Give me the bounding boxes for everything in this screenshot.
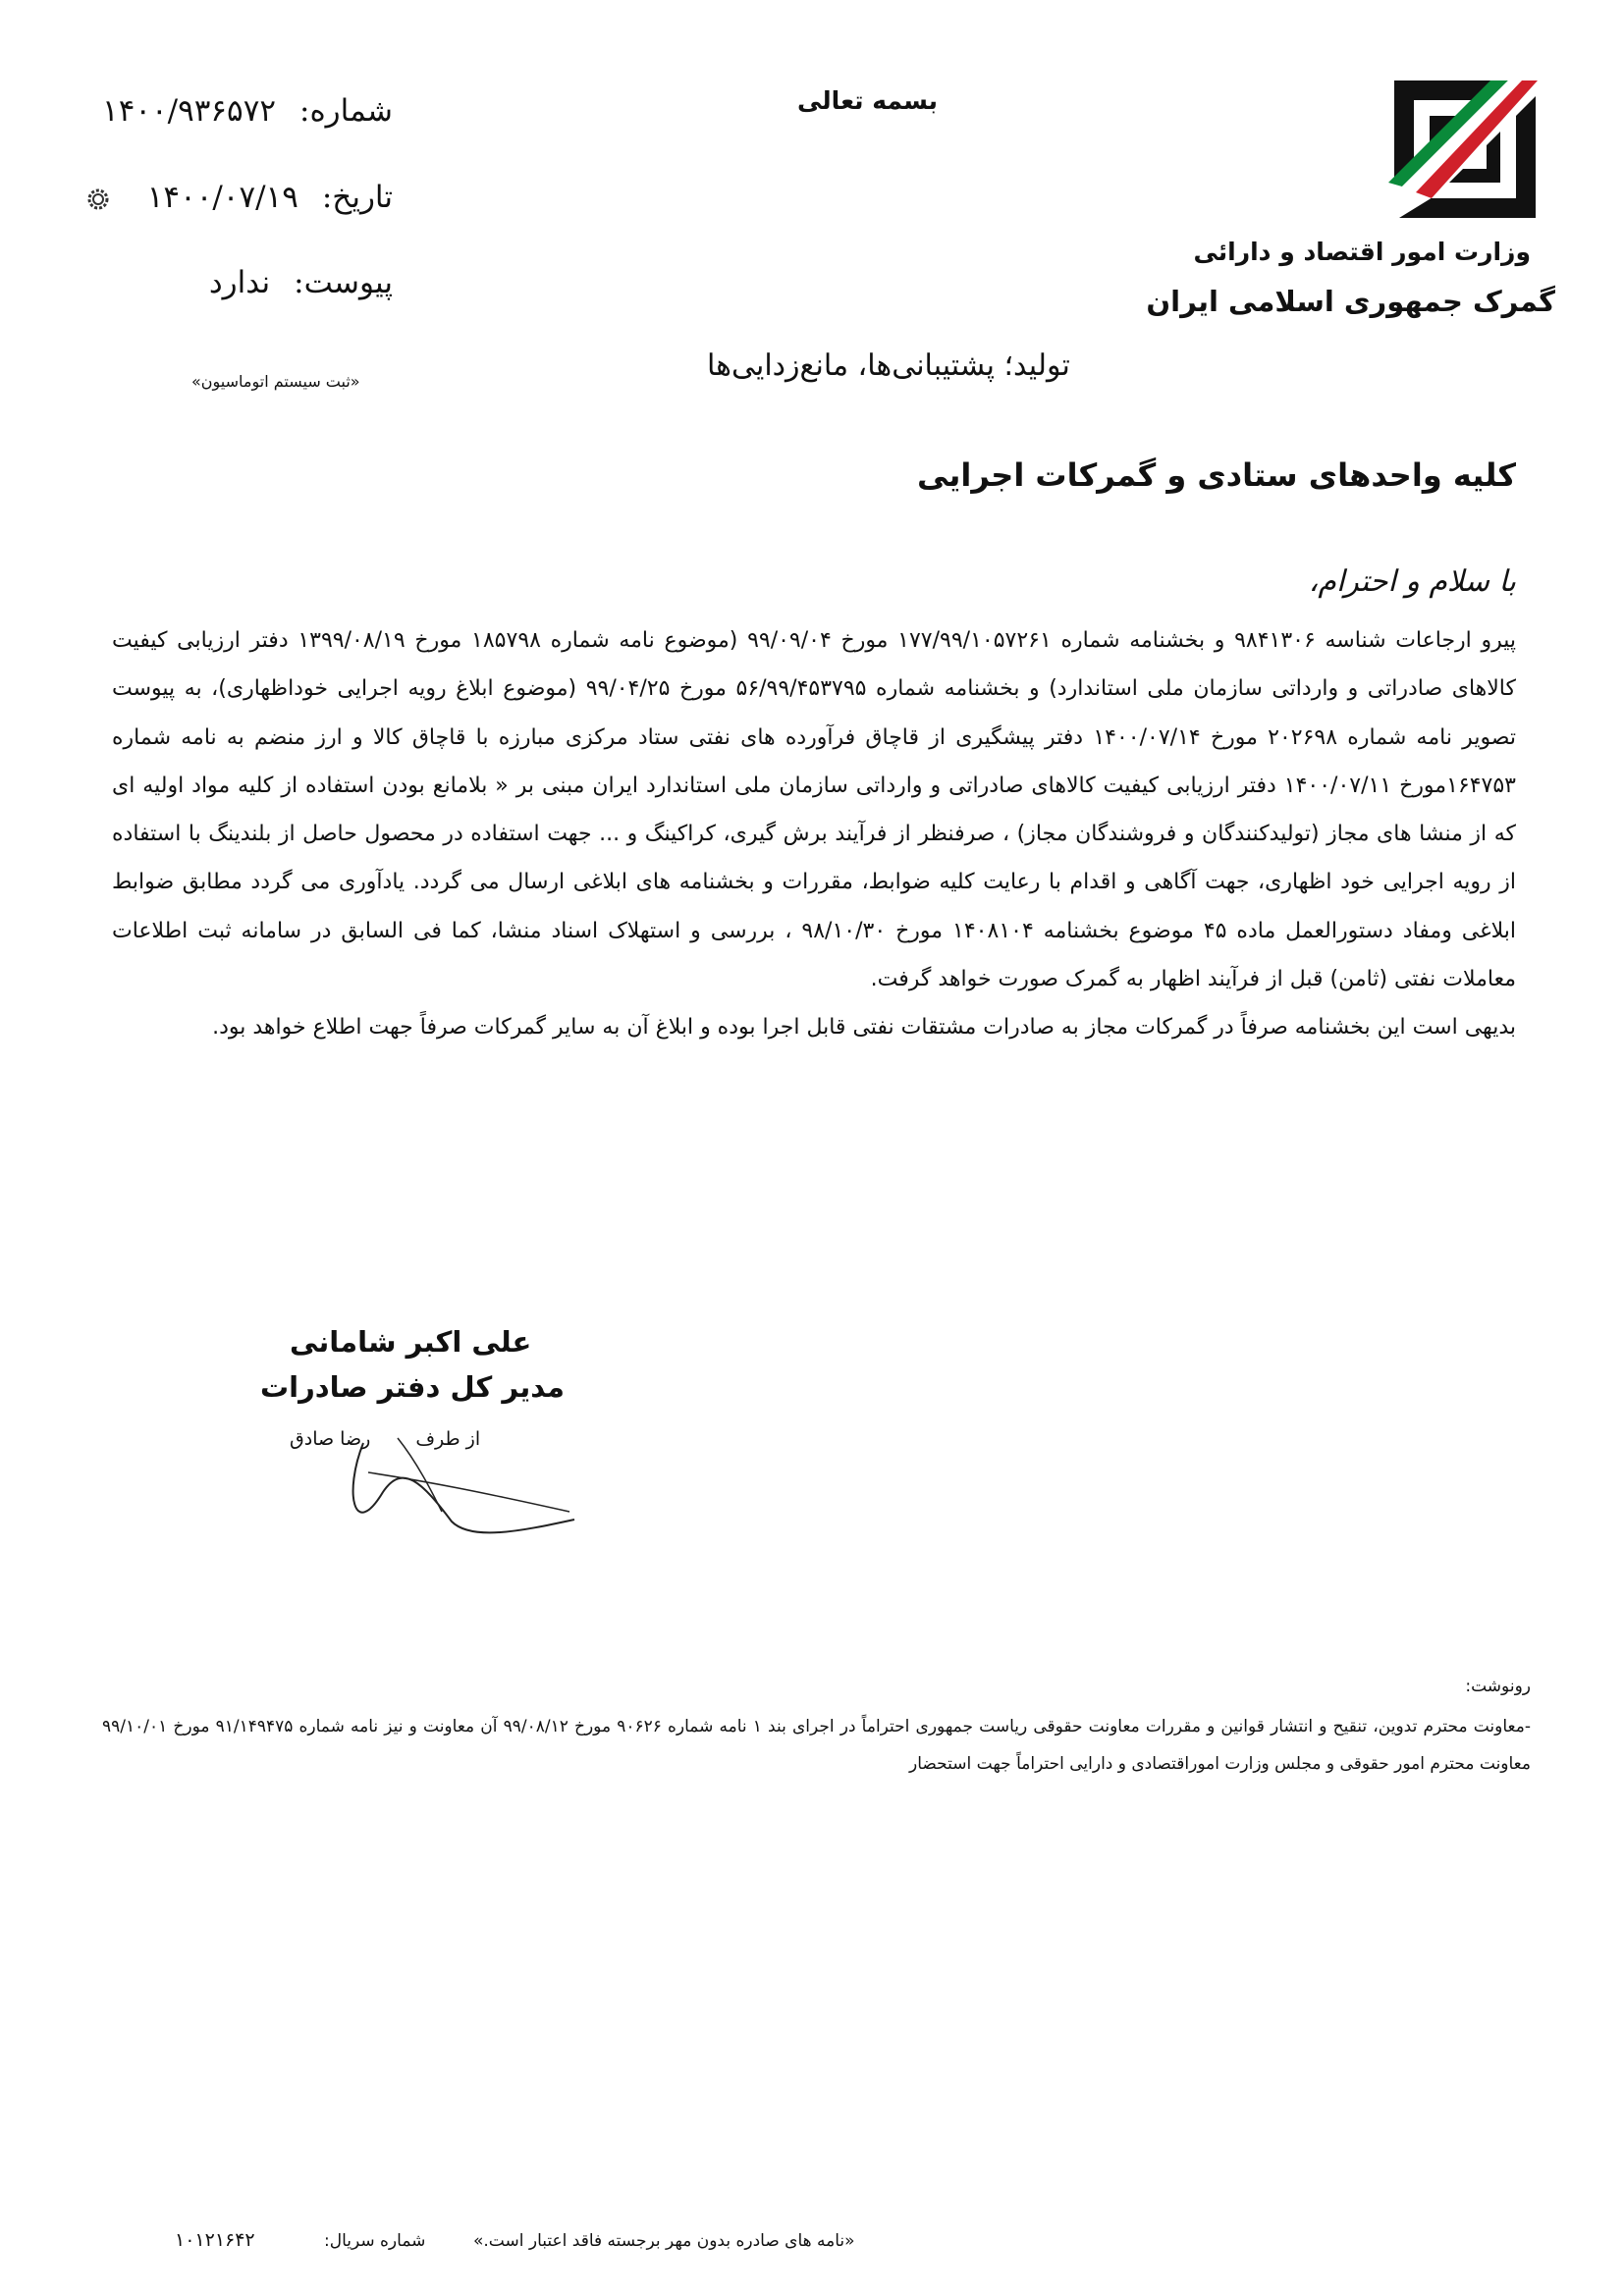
body-paragraph: پیرو ارجاعات شناسه ۹۸۴۱۳۰۶ و بخشنامه شماره ۱۷۷/۹۹/۱۰۵۷۲۶۱ مورخ ۹۹/۰۹/۰۴ (موضوع نامه شماره ۱۸۵۷۹۸ مورخ ۱۳۹۹/۰۸/۱۹ دفتر ارزیابی کیفیت کالاهای صادراتی و وارداتی سازمان ملی استاندارد) و بخشنامه شماره ۵۶/۹۹/۴۵۳۷۹۵ مورخ ۹۹/۰۴/۲۵ (موضوع ابلاغ رویه اجرایی خوداظهاری)، به پیوست تصویر نامه شماره ۲۰۲۶۹۸ مورخ ۱۴۰۰/۰۷/۱۴ دفتر پیشگیری از قاچاق فرآورده های نفتی ستاد مرکزی مبارزه با قاچاق کالا و ارز منضم به نامه شماره ۱۶۴۷۵۳مورخ ۱۴۰۰/۰۷/۱۱ دفتر ارزیابی کیفیت کالاهای صادراتی و وارداتی سازمان ملی استاندارد ایران مبنی بر « بلامانع بودن استفاده از کلیه مواد اولیه ای که از منشا های مجاز (تولیدکنندگان و فروشندگان مجاز) ، صرفنظر از فرآیند برش گیری، کراکینگ و ... جهت استفاده در محصول حاصل از بلندینگ با استفاده از رویه اجرایی خود اظهاری، جهت آگاهی و اقدام با رعایت کلیه ضوابط، مقررات و بخشنامه های ابلاغی ارسال می گردد. یادآوری می گردد مطابق ضوابط ابلاغی ومفاد دستورالعمل ماده ۴۵ موضوع بخشنامه ۱۴۰۸۱۰۴ مورخ ۹۸/۱۰/۳۰ ، بررسی و استهلاک اسناد منشا، کما فی السابق در سامانه ثبت اطلاعات معاملات نفتی (ثامن) قبل از فرآیند اظهار به گمرک صورت خواهد گرفت. [112, 628, 1517, 992]
gear-icon [86, 187, 110, 211]
bismillah-heading: بسمه تعالی [797, 86, 939, 115]
greeting: با سلام و احترام، [1308, 564, 1516, 599]
letter-number-label: شماره: [299, 93, 393, 129]
serial-number-label: شماره سریال: [324, 2231, 426, 2251]
letter-date-row [147, 180, 393, 215]
on-behalf-label: از طرف [415, 1428, 481, 1450]
automation-registration-note: «ثبت سیستم اتوماسیون» [191, 372, 360, 391]
letter-date-label: تاریخ: [321, 180, 393, 215]
letter-date-value: ۱۴۰۰/۰۷/۱۹ [146, 180, 298, 215]
on-behalf-line [290, 1428, 480, 1450]
letter-body [112, 616, 1516, 1052]
serial-number-value: ۱۰۱۲۱۶۴۲ [175, 2229, 255, 2251]
signer-name: رضا صادق [290, 1428, 371, 1450]
body-paragraph: بدیهی است این بخشنامه صرفاً در گمرکات مجاز به صادرات مشتقات نفتی قابل اجرا بوده و ابلاغ آن به سایر گمرکات صرفاً جهت اطلاع خواهد بود. [212, 1015, 1516, 1041]
attachment-row [209, 265, 393, 300]
letter-number-value: ۱۴۰۰/۹۳۶۵۷۲ [102, 93, 276, 129]
year-slogan: تولید؛ پشتیبانی‌ها، مانع‌زدایی‌ها [707, 348, 1070, 383]
organization-name: گمرک جمهوری اسلامی ایران [1146, 285, 1555, 318]
signatory-name: علی اکبر شامانی [290, 1325, 532, 1359]
iran-customs-logo-icon [1386, 73, 1543, 226]
signatory-title: مدیر کل دفتر صادرات [260, 1370, 565, 1404]
copies-title: رونوشت: [1465, 1677, 1531, 1696]
letter-number-row [102, 93, 393, 129]
copies-text: -معاونت محترم تدوین، تنقیح و انتشار قوانین و مقررات معاونت حقوقی ریاست جمهوری احتراماً در اجرای بند ۱ نامه شماره ۹۰۶۲۶ مورخ ۹۹/۰۸/۱۲ آن معاونت و نیز نامه شماره ۹۱/۱۴۹۴۷۵ مورخ ۹۹/۱۰/۰۱ معاونت محترم امور حقوقی و مجلس وزارت اموراقتصادی و دارایی احتراماً جهت استحضار [102, 1717, 1531, 1774]
recipient-heading: کلیه واحدهای ستادی و گمرکات اجرایی [916, 456, 1516, 494]
ministry-name: وزارت امور اقتصاد و دارائی [1193, 238, 1531, 266]
attachment-value: ندارد [208, 265, 271, 300]
attachment-label: پیوست: [294, 265, 393, 300]
footer-validity-note: «نامه های صادره بدون مهر برجسته فاقد اعتبار است.» [473, 2231, 855, 2251]
